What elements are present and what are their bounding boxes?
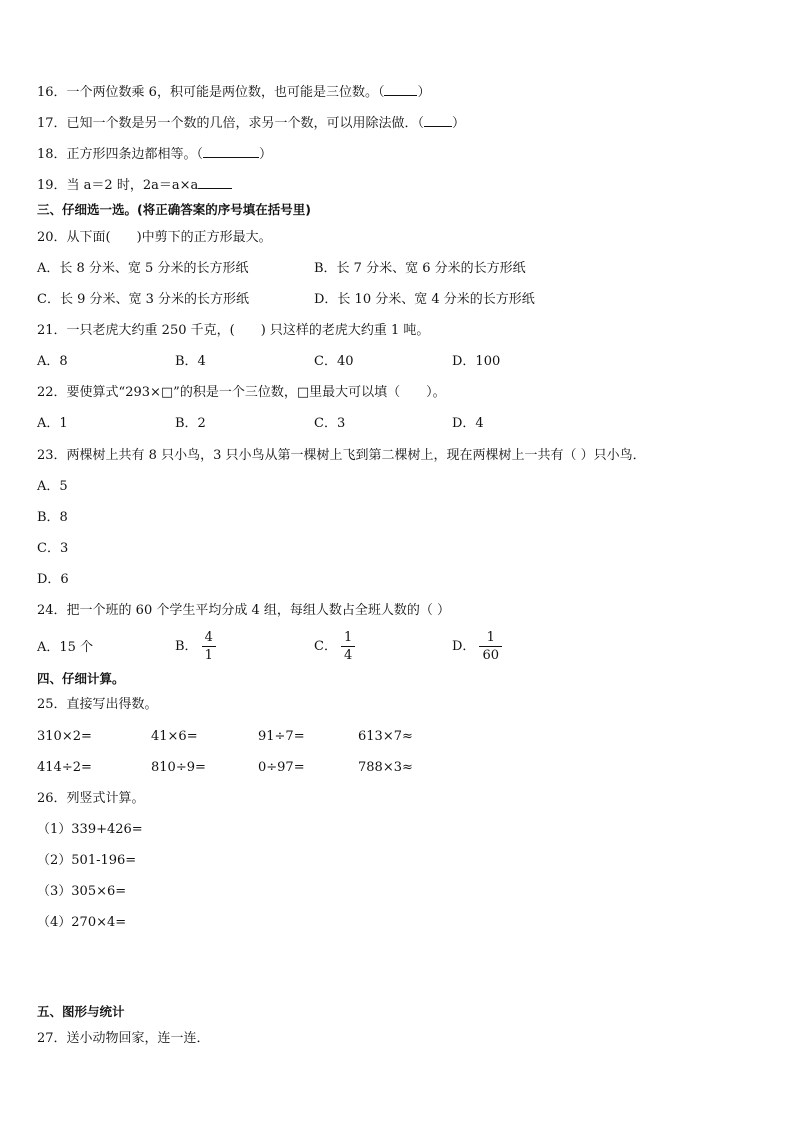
vertical-calc-item: （4）270×4= xyxy=(37,915,127,930)
q23-option-b[interactable]: B．8 xyxy=(37,510,68,525)
question-24-text: 24．把一个班的 60 个学生平均分成 4 组，每组人数占全班人数的（ ） xyxy=(37,603,451,618)
q22-option-b[interactable]: B．2 xyxy=(175,416,206,431)
calc-item: 788×3≈ xyxy=(358,760,413,775)
question-23-text: 23．两棵树上共有 8 只小鸟，3 只小鸟从第一棵树上飞到第二棵树上，现在两棵树上一共有（ ）只小鸟． xyxy=(37,448,646,463)
calc-item: 810÷9= xyxy=(151,760,206,775)
q23-option-c[interactable]: C．3 xyxy=(37,541,69,556)
calc-item: 41×6= xyxy=(151,729,198,744)
section-3-heading: 三、仔细选一选。(将正确答案的序号填在括号里) xyxy=(37,202,311,217)
answer-blank[interactable] xyxy=(203,145,259,158)
fraction xyxy=(202,629,216,664)
question-19-text: 19．当 a＝2 时，2a＝a×a xyxy=(37,178,199,193)
option-label: B． xyxy=(175,639,198,654)
section-5-heading: 五、图形与统计 xyxy=(37,1004,125,1019)
question-22-text: 22．要使算式“293×□”的积是一个三位数，□里最大可以填（ ）。 xyxy=(37,385,446,400)
question-16 xyxy=(37,83,430,102)
numerator: 1 xyxy=(479,629,502,647)
q23-option-d[interactable]: D．6 xyxy=(37,572,69,587)
vertical-calc-item: （3）305×6= xyxy=(37,884,127,899)
q22-option-d[interactable]: D．4 xyxy=(452,416,484,431)
q21-option-b[interactable]: B．4 xyxy=(175,354,206,369)
denominator: 1 xyxy=(204,648,213,663)
question-17-text: 17．已知一个数是另一个数的几倍，求另一个数，可以用除法做．（ xyxy=(37,116,425,131)
numerator: 4 xyxy=(202,629,216,647)
q21-option-a[interactable]: A．8 xyxy=(37,354,68,369)
q21-option-c[interactable]: C．40 xyxy=(314,354,354,369)
closing-paren: ） xyxy=(259,147,273,162)
q23-option-a[interactable]: A．5 xyxy=(37,479,68,494)
vertical-calc-item: （1）339+426= xyxy=(37,822,143,837)
question-26-text: 26．列竖式计算。 xyxy=(37,791,145,806)
q24-option-b[interactable] xyxy=(175,629,216,664)
q21-option-d[interactable]: D．100 xyxy=(452,354,501,369)
denominator: 4 xyxy=(343,648,353,663)
calc-item: 91÷7= xyxy=(258,729,305,744)
question-27-text: 27．送小动物回家，连一连． xyxy=(37,1031,210,1046)
question-17 xyxy=(37,114,465,133)
q22-option-c[interactable]: C．3 xyxy=(314,416,346,431)
q20-option-c[interactable]: C．长 9 分米、宽 3 分米的长方形纸 xyxy=(37,292,250,307)
section-4-heading: 四、仔细计算。 xyxy=(37,671,125,686)
calc-item: 310×2= xyxy=(37,729,92,744)
option-label: D． xyxy=(452,639,476,654)
vertical-calc-item: （2）501-196= xyxy=(37,853,137,868)
q24-option-a[interactable]: A．15 个 xyxy=(37,640,94,655)
question-19 xyxy=(37,176,232,195)
question-20-text: 20．从下面( )中剪下的正方形最大。 xyxy=(37,230,272,245)
option-label: C． xyxy=(314,639,337,654)
fraction xyxy=(341,629,355,664)
closing-paren: ） xyxy=(452,116,466,131)
calc-item: 0÷97= xyxy=(258,760,305,775)
question-18 xyxy=(37,145,272,164)
question-18-text: 18．正方形四条边都相等。（ xyxy=(37,147,204,162)
calc-item: 613×7≈ xyxy=(358,729,413,744)
q20-option-b[interactable]: B．长 7 分米、宽 6 分米的长方形纸 xyxy=(314,261,526,276)
q20-option-a[interactable]: A．长 8 分米、宽 5 分米的长方形纸 xyxy=(37,261,249,276)
q24-option-c[interactable] xyxy=(314,629,355,664)
answer-blank[interactable] xyxy=(198,176,232,189)
question-16-text: 16．一个两位数乘 6，积可能是两位数，也可能是三位数。（ xyxy=(37,85,385,100)
answer-blank[interactable] xyxy=(424,114,452,127)
denominator: 60 xyxy=(482,648,499,663)
fraction xyxy=(479,629,502,664)
question-21-text: 21．一只老虎大约重 250 千克，( ) 只这样的老虎大约重 1 吨。 xyxy=(37,323,430,338)
numerator: 1 xyxy=(341,629,355,647)
question-25-text: 25．直接写出得数。 xyxy=(37,697,158,712)
q20-option-d[interactable]: D．长 10 分米、宽 4 分米的长方形纸 xyxy=(314,292,535,307)
q22-option-a[interactable]: A．1 xyxy=(37,416,68,431)
closing-paren: ） xyxy=(417,85,431,100)
q24-option-d[interactable] xyxy=(452,629,502,664)
answer-blank[interactable] xyxy=(384,83,417,96)
calc-item: 414÷2= xyxy=(37,760,92,775)
